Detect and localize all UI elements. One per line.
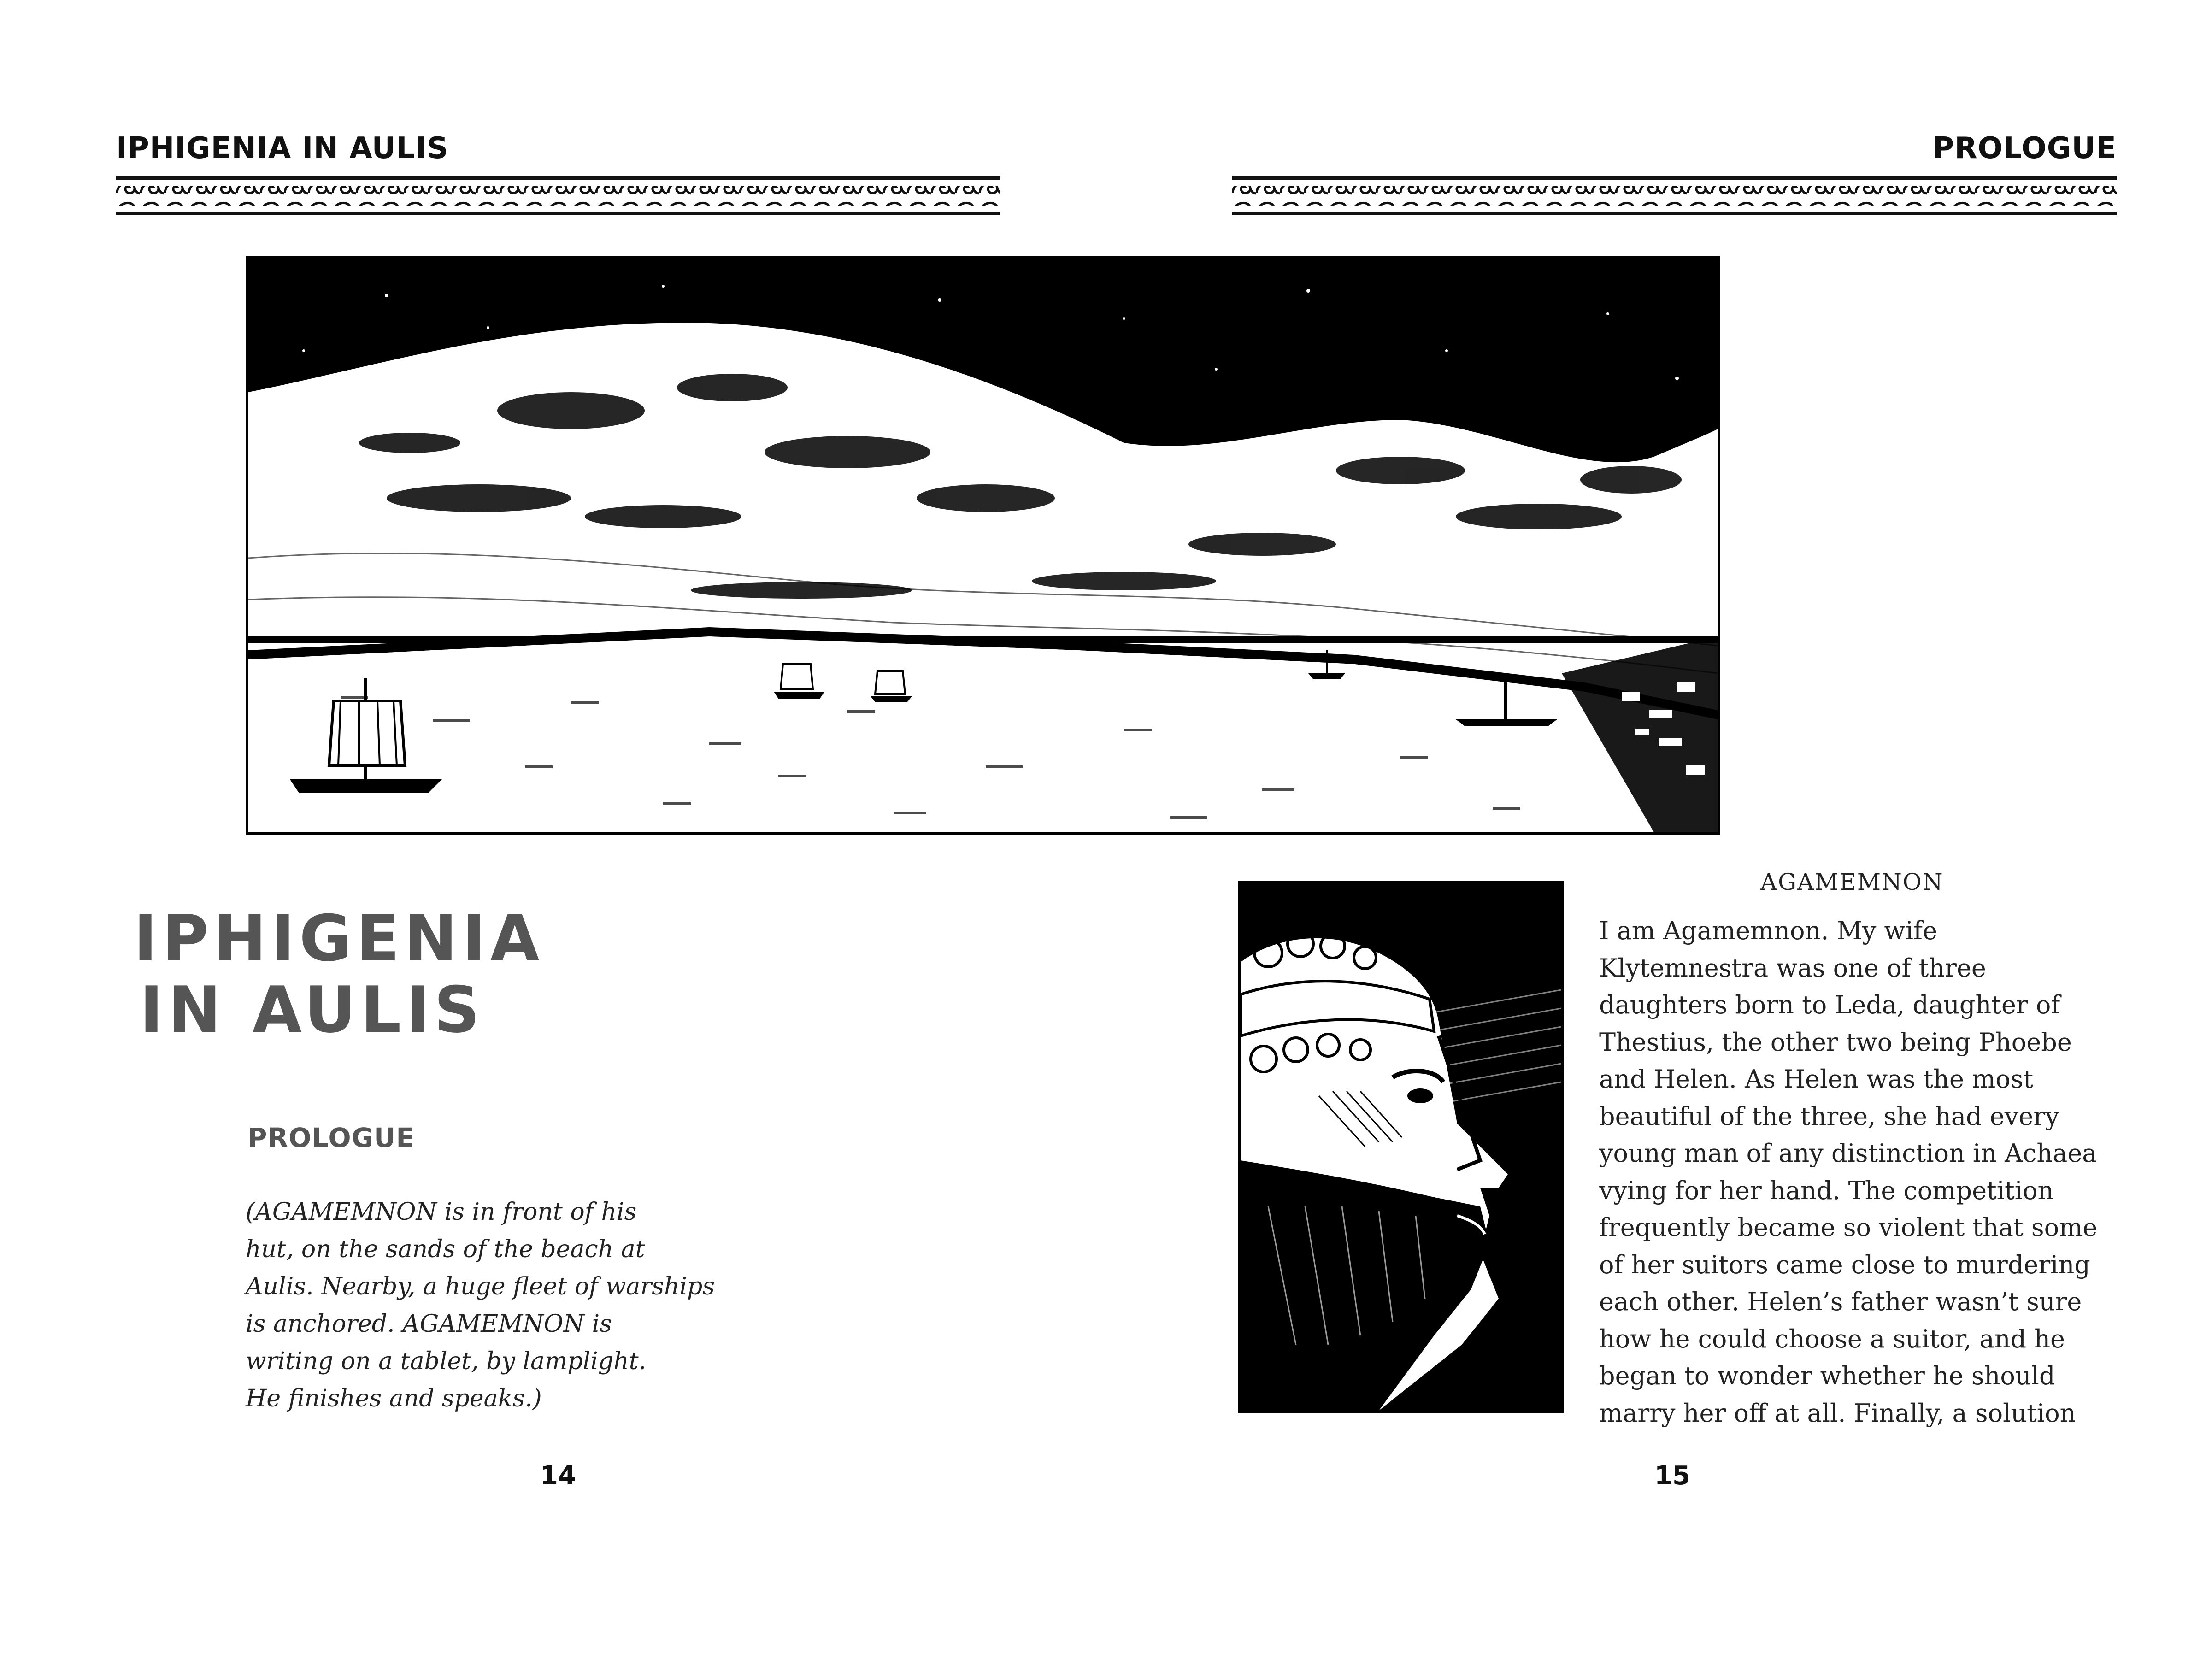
- right-meander-border: [1232, 176, 2117, 218]
- stage-line: writing on a tablet, by lamplight.: [246, 1347, 647, 1375]
- speech-line: I am Agamemnon. My wife: [1599, 916, 1937, 945]
- stage-line: He finishes and speaks.): [246, 1385, 542, 1412]
- portrait-drawing: [1241, 884, 1561, 1411]
- harbor-scene: [248, 259, 1718, 832]
- speech-line: how he could choose a suitor, and he: [1599, 1324, 2065, 1353]
- speech-line: began to wonder whether he should: [1599, 1361, 2055, 1390]
- speech-line: marry her off at all. Finally, a solution: [1599, 1398, 2076, 1428]
- speaker-name: AGAMEMNON: [1760, 869, 1944, 895]
- right-page-number: 15: [1654, 1461, 1690, 1491]
- left-running-head: IPHIGENIA IN AULIS: [116, 131, 449, 165]
- play-title-line1: IPHIGENIA: [134, 901, 544, 976]
- agamemnon-portrait: [1238, 881, 1564, 1413]
- speech-line: Thestius, the other two being Phoebe: [1599, 1027, 2072, 1057]
- stage-line: (AGAMEMNON is in front of his: [246, 1198, 637, 1226]
- left-meander-border: [116, 176, 1000, 218]
- agamemnon-speech: [1599, 912, 2097, 1432]
- stage-line: Aulis. Nearby, a huge fleet of warships: [246, 1273, 715, 1300]
- aulis-harbor-illustration: [246, 256, 1720, 835]
- speech-line: of her suitors came close to murdering: [1599, 1250, 2090, 1279]
- prologue-heading: PROLOGUE: [247, 1122, 415, 1153]
- speech-line: beautiful of the three, she had every: [1599, 1101, 2059, 1131]
- speech-line: frequently became so violent that some: [1599, 1213, 2098, 1242]
- left-page-number: 14: [540, 1461, 576, 1491]
- speech-line: Klytemnestra was one of three: [1599, 953, 1986, 982]
- right-running-head: PROLOGUE: [1932, 131, 2117, 165]
- speech-line: and Helen. As Helen was the most: [1599, 1065, 2034, 1094]
- play-title-line2: IN AULIS: [140, 973, 485, 1047]
- stage-line: is anchored. AGAMEMNON is: [246, 1310, 612, 1338]
- speech-line: vying for her hand. The competition: [1599, 1176, 2054, 1205]
- speech-line: each other. Helen’s father wasn’t sure: [1599, 1287, 2082, 1316]
- speech-line: daughters born to Leda, daughter of: [1599, 990, 2060, 1019]
- stage-direction: [246, 1194, 715, 1418]
- stage-line: hut, on the sands of the beach at: [246, 1235, 645, 1263]
- speech-line: young man of any distinction in Achaea: [1599, 1139, 2097, 1168]
